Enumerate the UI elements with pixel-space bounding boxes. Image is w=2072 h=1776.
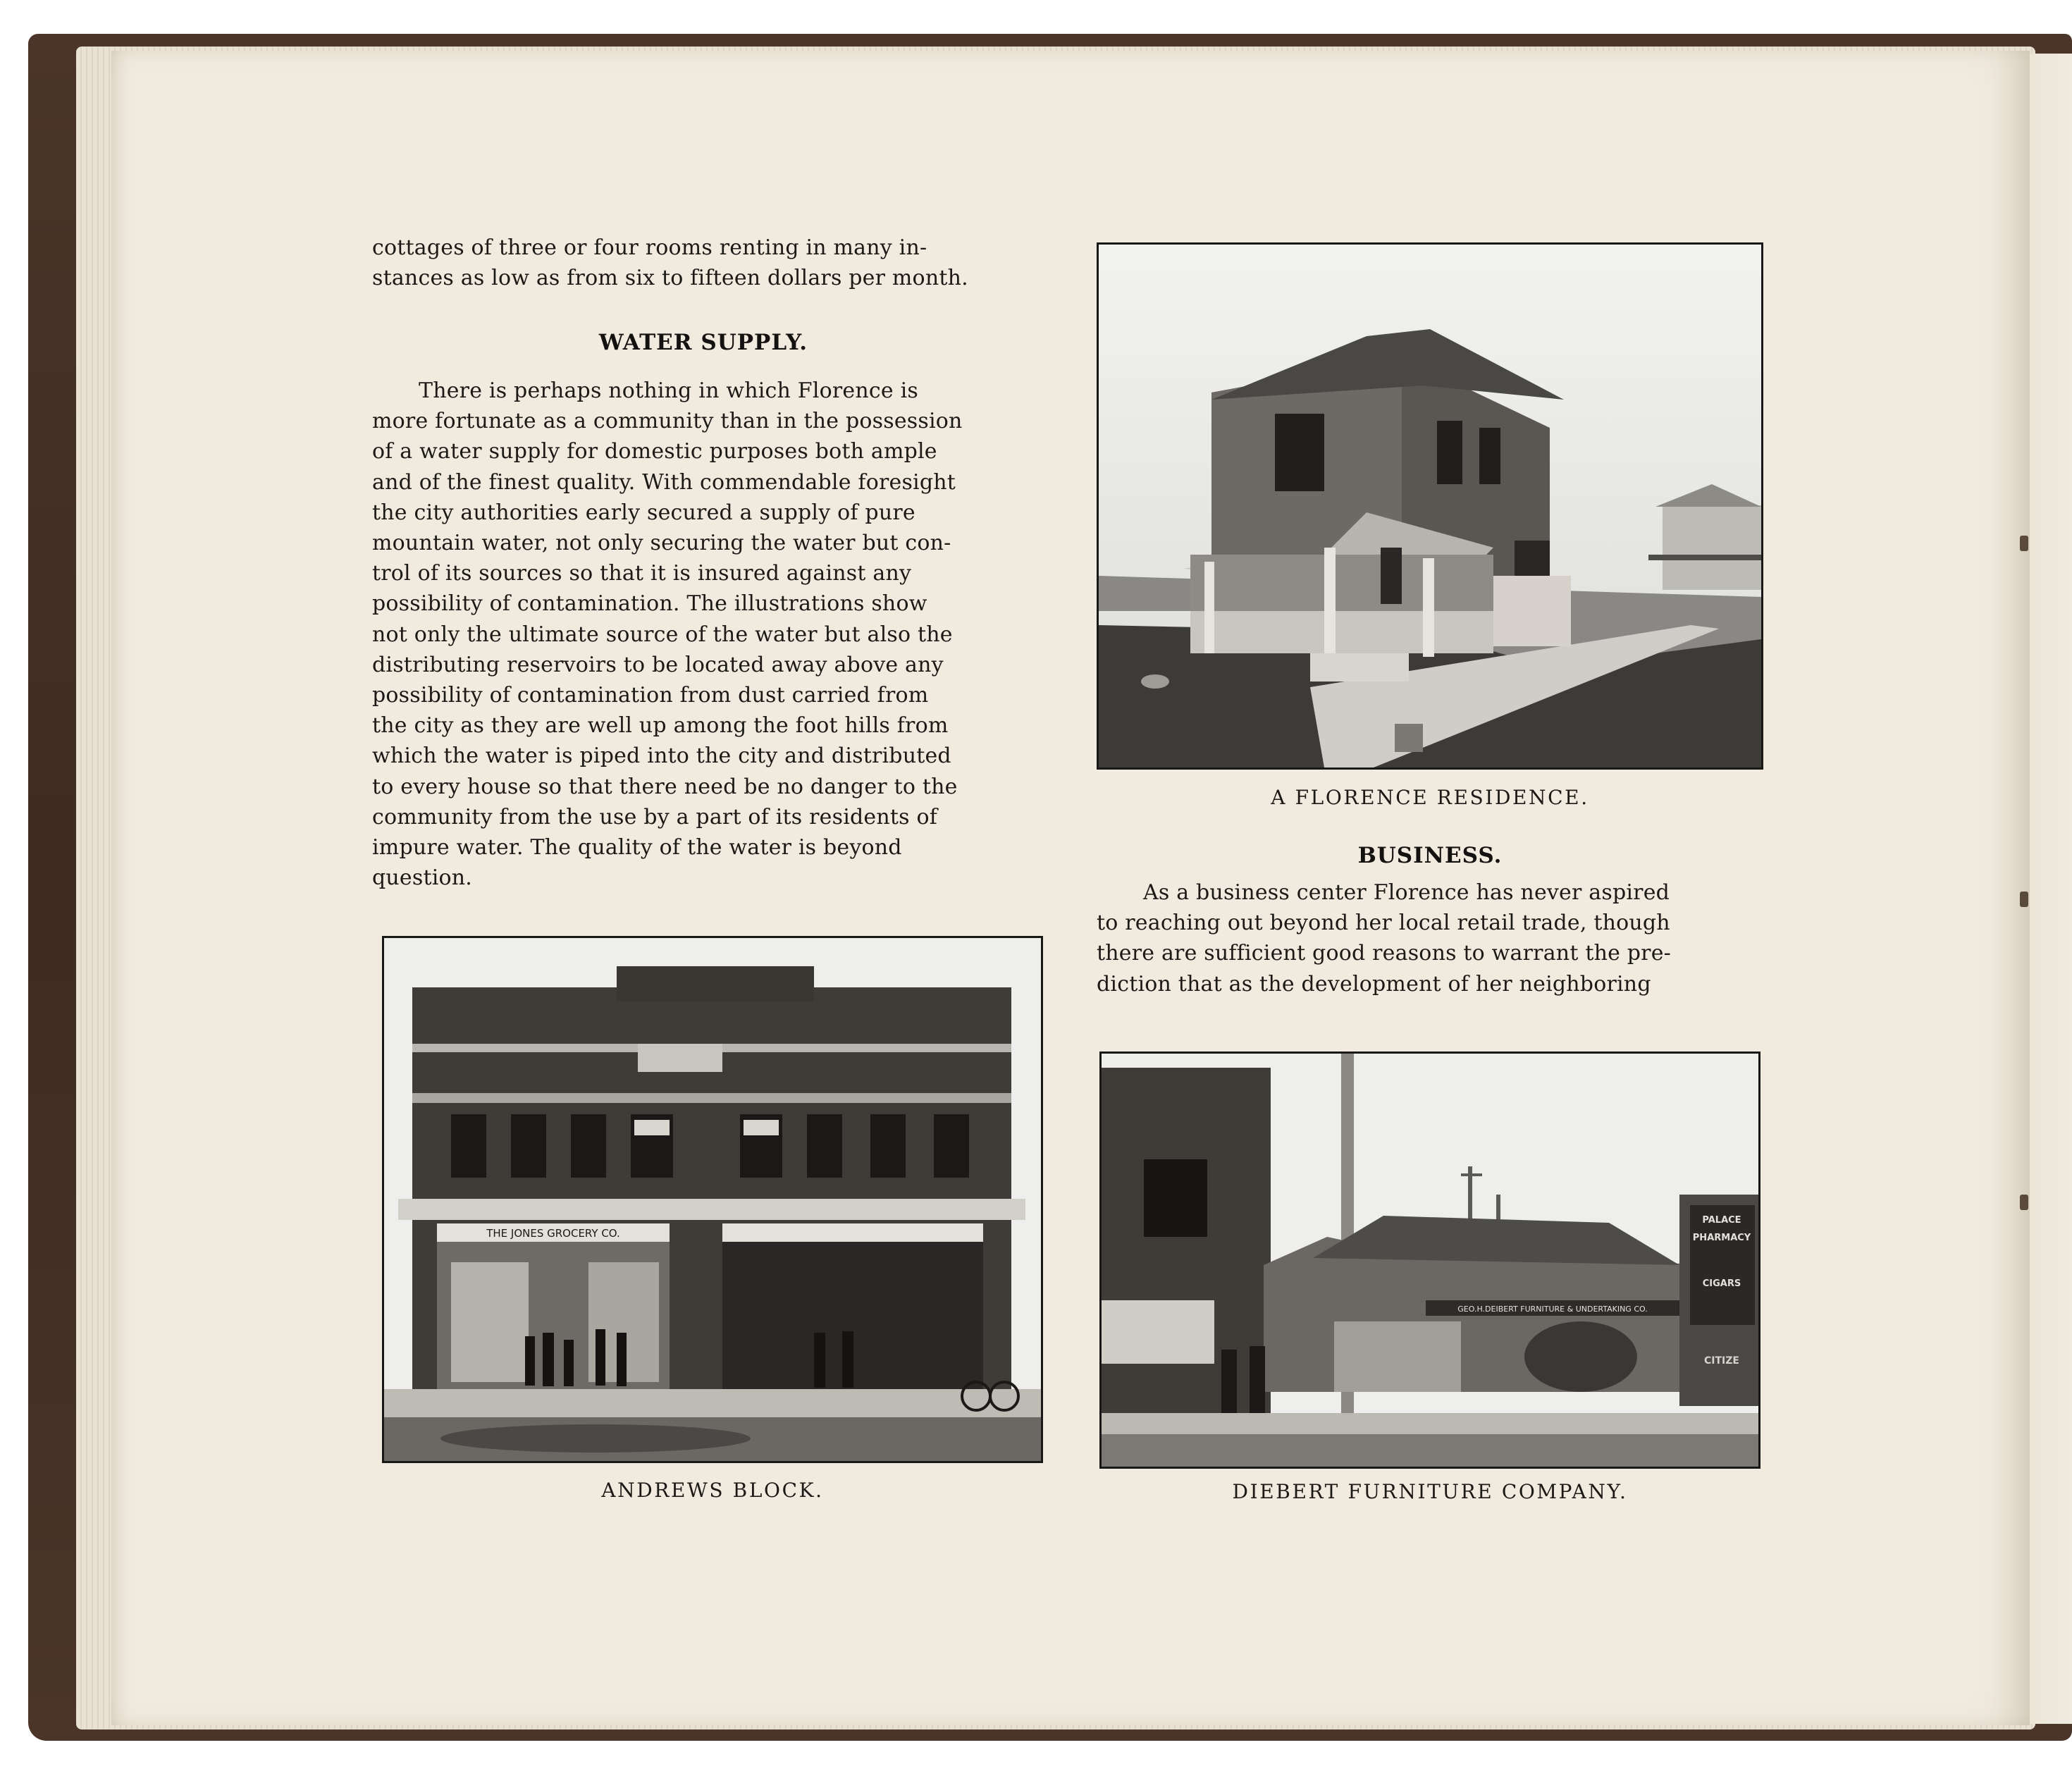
water-supply-heading: WATER SUPPLY. [598, 330, 808, 355]
text-line: trol of its sources so that it is insured against any [372, 561, 912, 586]
andrews-caption: ANDREWS BLOCK. [601, 1479, 824, 1502]
binding-stitch [2020, 892, 2028, 907]
water-supply-paragraph [372, 376, 1035, 893]
pharmacy-sign: PHARMACY [1692, 1233, 1751, 1243]
florence-residence-photo [1097, 242, 1763, 770]
residence-caption: A FLORENCE RESIDENCE. [1271, 786, 1589, 809]
binding-stitch [2020, 1195, 2028, 1210]
text-line: question. [372, 865, 473, 891]
text-line: which the water is piped into the city and distributed [372, 744, 951, 769]
jones-grocery-sign: THE JONES GROCERY CO. [486, 1227, 620, 1240]
diebert-furniture-photo [1099, 1052, 1760, 1469]
text-line: the city as they are well up among the foot hills from [372, 713, 949, 739]
text-line: As a business center Florence has never aspired [1143, 880, 1670, 905]
text-line: mountain water, not only securing the water but con- [372, 531, 951, 556]
palace-sign: PALACE [1702, 1215, 1741, 1226]
business-paragraph [1097, 877, 1756, 999]
cigars-sign: CIGARS [1702, 1278, 1741, 1289]
diebert-awning-sign: GEO.H.DEIBERT FURNITURE & UNDERTAKING CO. [1457, 1305, 1648, 1314]
text-line: impure water. The quality of the water is beyond [372, 835, 902, 861]
text-line: possibility of contamination. The illustrations show [372, 591, 927, 617]
diebert-caption: DIEBERT FURNITURE COMPANY. [1232, 1480, 1628, 1503]
text-line: not only the ultimate source of the water but also the [372, 622, 953, 647]
text-line: cottages of three or four rooms renting in many in- [372, 235, 927, 260]
binding-stitch [2020, 536, 2028, 551]
text-line: there are sufficient good reasons to warrant the pre- [1097, 941, 1672, 966]
text-line: distributing reservoirs to be located away above any [372, 652, 944, 677]
text-line: possibility of contamination from dust carried from [372, 683, 929, 708]
andrews-block-photo [382, 936, 1043, 1463]
text-line: There is perhaps nothing in which Florence is [419, 378, 918, 403]
text-line: to every house so that there need be no danger to the [372, 774, 958, 799]
text-line: more fortunate as a community than in the possession [372, 409, 963, 434]
text-line: to reaching out beyond her local retail trade, though [1097, 911, 1670, 936]
text-line: of a water supply for domestic purposes both ample [372, 439, 937, 464]
citizen-sign: CITIZE [1704, 1355, 1739, 1367]
opening-paragraph [372, 233, 1035, 293]
text-line: diction that as the development of her neighboring [1097, 971, 1651, 997]
text-line: stances as low as from six to fifteen dollars per month. [372, 266, 968, 291]
text-line: community from the use by a part of its residents of [372, 804, 938, 830]
text-line: and of the finest quality. With commendable foresight [372, 469, 956, 495]
business-heading: BUSINESS. [1357, 843, 1503, 868]
text-line: the city authorities early secured a supply of pure [372, 500, 915, 525]
